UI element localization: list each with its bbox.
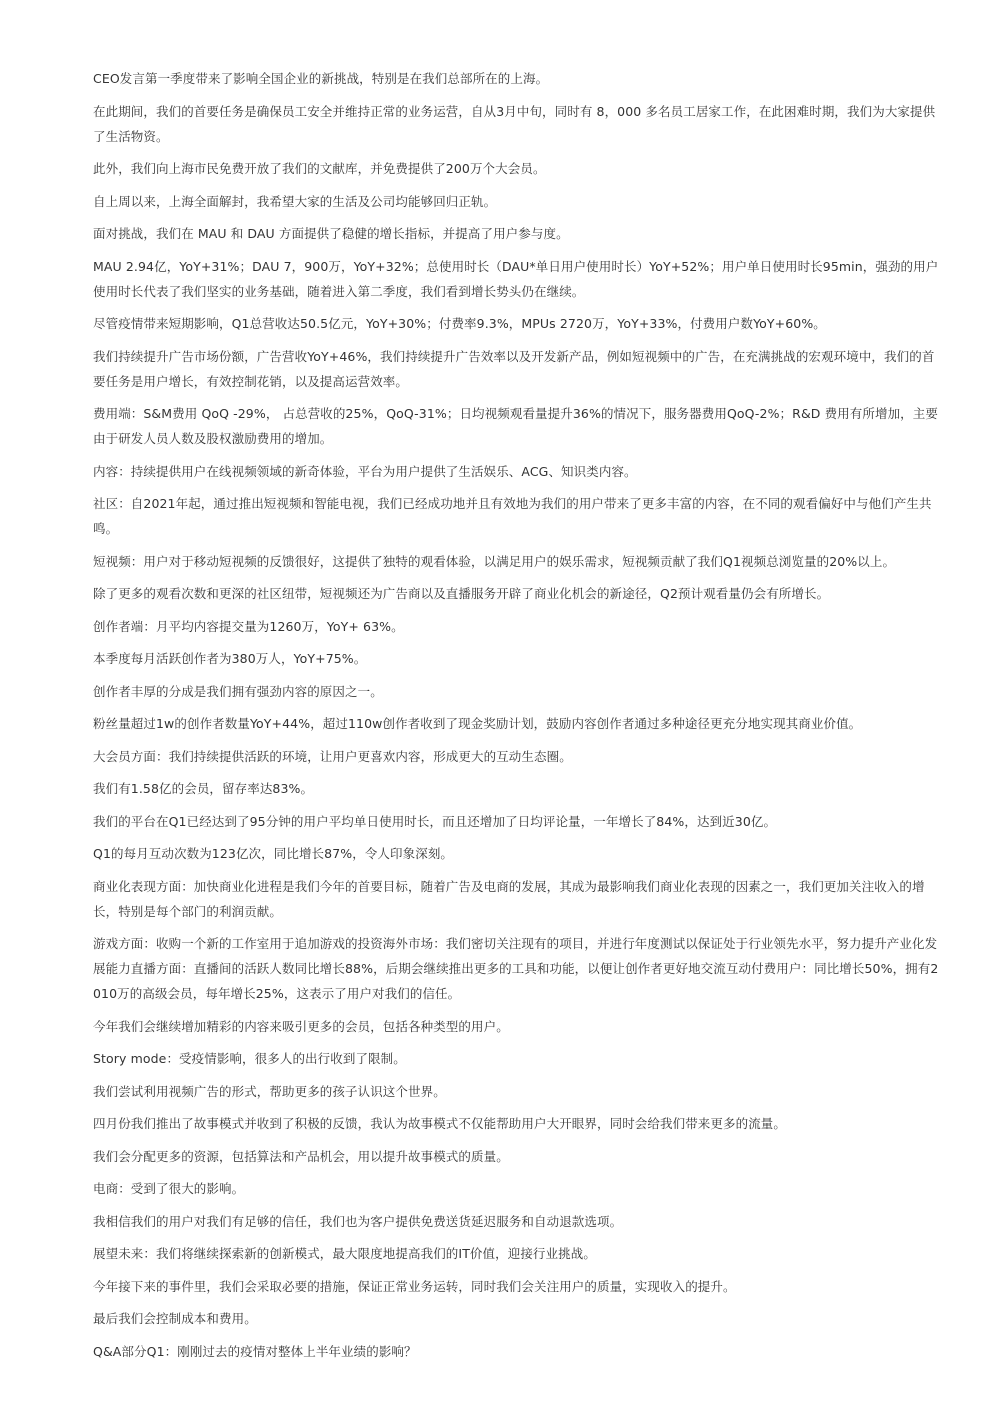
paragraph-customer-trust: 我相信我们的用户对我们有足够的信任，我们也为客户提供免费送货延迟服务和自动退款选项。 bbox=[93, 1213, 623, 1229]
paragraph-video-ads-kids: 我们尝试利用视频广告的形式，帮助更多的孩子认识这个世界。 bbox=[93, 1083, 446, 1099]
paragraph-active-creators: 本季度每月活跃创作者为380万人，YoY+75%。 bbox=[93, 651, 367, 666]
paragraph-mau-dau: MAU 2.94亿，YoY+31%；DAU 7，900万，YoY+32%；总使用时长（DAU*单日用户使用时长）YoY+52%；用户单日使用时长95min，强劲的用户使用时长代表了我们坚实的业务基础，随着进入第二季度，我们看到增长势头仍在继续。 bbox=[93, 258, 939, 299]
paragraph-usage-time: 我们的平台在Q1已经达到了95分钟的用户平均单日使用时长，而且还增加了日均评论量，一年增长了84%，达到近30亿。 bbox=[93, 813, 777, 829]
paragraph-games-live: 游戏方面：收购一个新的工作室用于追加游戏的投资海外市场：我们密切关注现有的项目，并进行年度测试以保证处于行业领先水平，努力提升产业化发展能力直播方面：直播间的活跃人数同比增长88%，后期会继续推出更多的工具和功能，以便让创作者更好地交流互动付费用户：同比增长50%，拥有2010万的高级会员，每年增长25%，这表示了用户对我们的信任。 bbox=[93, 936, 939, 1001]
paragraph-free-library: 此外，我们向上海市民免费开放了我们的文献库，并免费提供了200万个大会员。 bbox=[93, 161, 546, 176]
paragraph-story-mode: Story mode：受疫情影响，很多人的出行收到了限制。 bbox=[93, 1051, 406, 1066]
paragraph-fan-count: 粉丝量超过1w的创作者数量YoY+44%，超过110w创作者收到了现金奖励计划，鼓励内容创作者通过多种途径更充分地实现其商业价值。 bbox=[93, 716, 862, 731]
paragraph-advertising: 我们持续提升广告市场份额，广告营收YoY+46%，我们持续提升广告效率以及开发新产品，例如短视频中的广告，在充满挑战的宏观环境中，我们的首要任务是用户增长，有效控制花销，以及提高运营效率。 bbox=[93, 348, 935, 389]
paragraph-cost-control: 最后我们会控制成本和费用。 bbox=[93, 1311, 257, 1326]
paragraph-short-video: 短视频：用户对于移动短视频的反馈很好，这提供了独特的观看体验，以满足用户的娱乐需求，短视频贡献了我们Q1视频总浏览量的20%以上。 bbox=[93, 553, 896, 569]
paragraph-creator-revenue-share: 创作者丰厚的分成是我们拥有强劲内容的原因之一。 bbox=[93, 683, 383, 699]
paragraph-revenue: 尽管疫情带来短期影响，Q1总营收达50.5亿元，YoY+30%；付费率9.3%，MPUs 2720万，YoY+33%，付费用户数YoY+60%。 bbox=[93, 316, 826, 331]
paragraph-ceo-intro: CEO发言第一季度带来了影响全国企业的新挑战，特别是在我们总部所在的上海。 bbox=[93, 71, 549, 86]
paragraph-employee-safety: 在此期间，我们的首要任务是确保员工安全并维持正常的业务运营，自从3月中旬，同时有 8，000 多名员工居家工作，在此困难时期，我们为大家提供了生活物资。 bbox=[93, 103, 936, 144]
paragraph-expenses: 费用端：S&M费用 QoQ -29%， 占总营收的25%，QoQ-31%；日均视频观看量提升36%的情况下，服务器费用QoQ-2%；R&D 费用有所增加，主要由于研发人员人数及股权激励费用的增加。 bbox=[93, 406, 938, 446]
paragraph-interactions: Q1的每月互动次数为123亿次，同比增长87%，令人印象深刻。 bbox=[93, 846, 454, 861]
paragraph-resources: 我们会分配更多的资源，包括算法和产品机会，用以提升故事模式的质量。 bbox=[93, 1148, 509, 1164]
paragraph-reopening: 自上周以来，上海全面解封，我希望大家的生活及公司均能够回归正轨。 bbox=[93, 193, 497, 209]
paragraph-commercial-performance: 商业化表现方面：加快商业化进程是我们今年的首要目标，随着广告及电商的发展，其成为最影响我们商业化表现的因素之一，我们更加关注收入的增长，特别是每个部门的利润贡献。 bbox=[93, 878, 925, 919]
document-body bbox=[93, 66, 945, 1371]
paragraph-outlook: 展望未来：我们将继续探索新的创新模式，最大限度地提高我们的IT价值，迎接行业挑战。 bbox=[93, 1246, 596, 1261]
paragraph-community: 社区：自2021年起，通过推出短视频和智能电视，我们已经成功地并且有效地为我们的用户带来了更多丰富的内容，在不同的观看偏好中与他们产生共鸣。 bbox=[93, 496, 932, 536]
paragraph-content: 内容：持续提供用户在线视频领域的新奇体验，平台为用户提供了生活娱乐、ACG、知识类内容。 bbox=[93, 463, 637, 479]
paragraph-commercialization-paths: 除了更多的观看次数和更深的社区纽带，短视频还为广告商以及直播服务开辟了商业化机会的新途径，Q2预计观看量仍会有所增长。 bbox=[93, 586, 830, 601]
paragraph-member-retention: 我们有1.58亿的会员，留存率达83%。 bbox=[93, 781, 314, 796]
paragraph-ecommerce: 电商：受到了很大的影响。 bbox=[93, 1181, 245, 1196]
paragraph-premium-members: 大会员方面：我们持续提供活跃的环境，让用户更喜欢内容，形成更大的互动生态圈。 bbox=[93, 748, 572, 764]
paragraph-qa-q1: Q&A部分Q1：刚刚过去的疫情对整体上半年业绩的影响？ bbox=[93, 1343, 417, 1359]
paragraph-content-plan: 今年我们会继续增加精彩的内容来吸引更多的会员，包括各种类型的用户。 bbox=[93, 1018, 509, 1034]
paragraph-creator-submissions: 创作者端：月平均内容提交量为1260万，YoY+ 63%。 bbox=[93, 618, 404, 634]
paragraph-remaining-year: 今年接下来的事件里，我们会采取必要的措施，保证正常业务运转，同时我们会关注用户的质量，实现收入的提升。 bbox=[93, 1278, 736, 1294]
paragraph-story-mode-launch: 四月份我们推出了故事模式并收到了积极的反馈，我认为故事模式不仅能帮助用户大开眼界，同时会给我们带来更多的流量。 bbox=[93, 1116, 787, 1131]
paragraph-growth-metrics: 面对挑战，我们在 MAU 和 DAU 方面提供了稳健的增长指标，并提高了用户参与度。 bbox=[93, 226, 569, 241]
